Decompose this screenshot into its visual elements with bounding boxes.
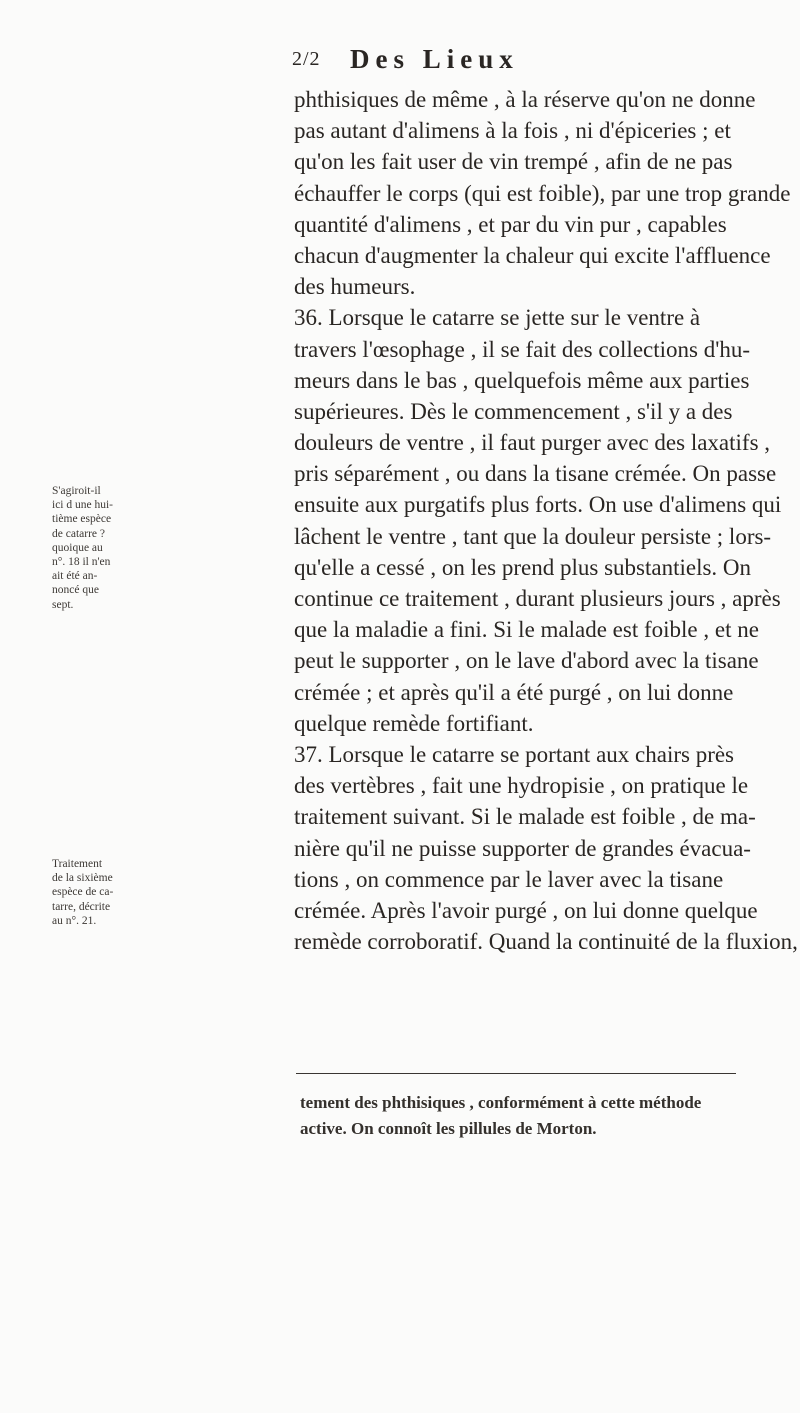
text-line: des vertèbres , fait une hydropisie , on pratique le: [294, 773, 749, 799]
text-line: peut le supporter , on le lave d'abord avec la tisane: [294, 648, 759, 674]
margin-note-2: [52, 857, 140, 928]
footnote: [300, 1090, 760, 1142]
text-line: pas autant d'alimens à la fois , ni d'épiceries ; et: [294, 118, 731, 144]
text-line: quantité d'alimens , et par du vin pur , capables: [294, 211, 727, 237]
text-line: lâchent le ventre , tant que la douleur persiste ; lors-: [294, 523, 772, 549]
text-line: meurs dans le bas , quelquefois même aux parties: [294, 367, 750, 393]
text-line: 36. Lorsque le catarre se jette sur le ventre à: [294, 305, 701, 331]
margin-line: n°. 18 il n'en: [52, 556, 111, 569]
running-title: Des Lieux: [350, 44, 519, 74]
margin-line: au n°. 21.: [52, 914, 97, 927]
footnote-line: tement des phthisiques , conformément à cette méthode: [300, 1093, 702, 1112]
text-line: qu'elle a cessé , on les prend plus substantiels. On: [294, 554, 752, 580]
text-line: quelque remède fortifiant.: [294, 710, 534, 736]
text-line: remède corroboratif. Quand la continuité de la fluxion,: [294, 929, 798, 955]
text-line: supérieures. Dès le commencement , s'il y a des: [294, 398, 733, 424]
running-header: [292, 44, 732, 80]
page-number: 2/2: [292, 48, 321, 70]
text-line: qu'on les fait user de vin trempé , afin de ne pas: [294, 149, 733, 175]
margin-line: tième espèce: [52, 513, 112, 526]
text-line: pris séparément , ou dans la tisane crémée. On passe: [294, 461, 777, 487]
text-line: travers l'œsophage , il se fait des collections d'hu-: [294, 336, 751, 362]
text-line: ensuite aux purgatifs plus forts. On use d'alimens qui: [294, 492, 782, 518]
text-line: continue ce traitement , durant plusieurs jours , après: [294, 586, 781, 611]
margin-line: noncé que: [52, 584, 99, 597]
text-line: crémée ; et après qu'il a été purgé , on lui donne: [294, 679, 734, 705]
margin-note-1: [52, 484, 140, 612]
margin-line: ait été an-: [52, 570, 98, 583]
margin-line: de la sixième: [52, 872, 113, 885]
text-line: 37. Lorsque le catarre se portant aux chairs près: [294, 741, 735, 767]
text-line: tions , on commence par le laver avec la tisane: [294, 866, 724, 892]
main-text: [294, 84, 798, 957]
text-line: nière qu'il ne puisse supporter de grandes évacua-: [294, 835, 751, 861]
text-line: chacun d'augmenter la chaleur qui excite l'affluence: [294, 242, 771, 268]
text-line: que la maladie a fini. Si le malade est foible , et ne: [294, 617, 759, 643]
text-line: échauffer le corps (qui est foible), par une trop grande: [294, 180, 791, 206]
footnote-rule: [296, 1073, 736, 1074]
margin-line: de catarre ?: [52, 527, 105, 540]
footnote-line: active. On connoît les pillules de Morton.: [300, 1119, 597, 1138]
text-line: traitement suivant. Si le malade est foible , de ma-: [294, 804, 756, 830]
margin-line: Traitement: [52, 858, 103, 870]
text-line: douleurs de ventre , il faut purger avec des laxatifs ,: [294, 430, 771, 456]
margin-line: quoique au: [52, 541, 103, 554]
text-line: phthisiques de même , à la réserve qu'on ne donne: [294, 87, 756, 112]
text-line: crémée. Après l'avoir purgé , on lui donne quelque: [294, 897, 758, 923]
margin-line: ici d une hui-: [52, 499, 113, 512]
margin-line: sept.: [52, 598, 74, 611]
margin-line: tarre, décrite: [52, 900, 111, 913]
margin-line: S'agiroit-il: [52, 485, 101, 497]
text-line: des humeurs.: [294, 274, 416, 300]
margin-line: espèce de ca-: [52, 886, 114, 899]
